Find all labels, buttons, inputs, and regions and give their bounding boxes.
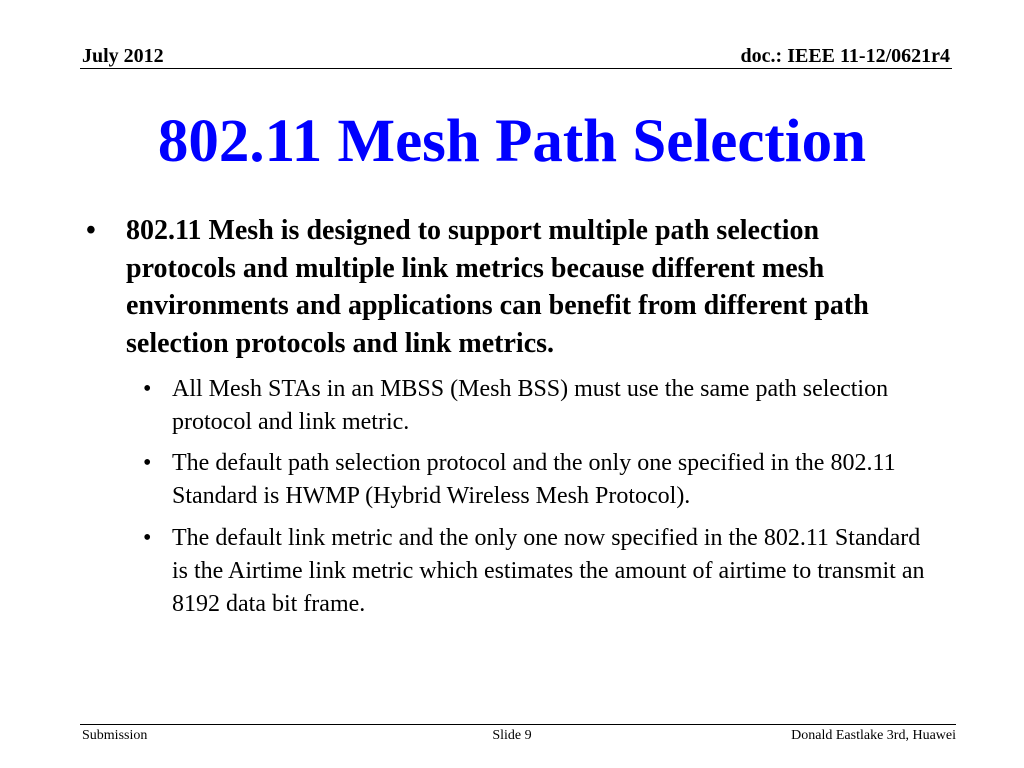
footer-submission: Submission xyxy=(82,728,148,743)
sub-bullet xyxy=(143,447,933,513)
sub-bullet-text: The default path selection protocol and the only one specified in the 802.11 Standard is HWMP (Hybrid Wireless Mesh Protocol). xyxy=(172,450,896,509)
bullet-icon: • xyxy=(143,525,152,551)
sub-bullet xyxy=(143,522,933,621)
footer-slide-number: Slide 9 xyxy=(492,728,532,743)
footer-divider xyxy=(80,724,956,725)
bullet-icon: • xyxy=(143,450,152,476)
header-doc-id: doc.: IEEE 11-12/0621r4 xyxy=(740,45,950,67)
main-bullet-text: 802.11 Mesh is designed to support multiple path selection protocols and multiple link metrics because different mesh environments and applications can benefit from different path selection protocols and link metrics. xyxy=(126,215,869,359)
bullet-icon: • xyxy=(86,215,96,246)
footer-author: Donald Eastlake 3rd, Huawei xyxy=(791,728,956,743)
sub-bullet-text: All Mesh STAs in an MBSS (Mesh BSS) must use the same path selection protocol and link metric. xyxy=(172,376,889,435)
sub-bullet-text: The default link metric and the only one now specified in the 802.11 Standard is the Airtime link metric which estimates the amount of airtime to transmit an 8192 data bit frame. xyxy=(172,525,925,617)
header-date: July 2012 xyxy=(82,45,164,67)
slide-title: 802.11 Mesh Path Selection xyxy=(157,108,867,175)
header-divider xyxy=(80,68,952,69)
bullet-icon: • xyxy=(143,376,152,402)
main-bullet xyxy=(86,212,926,362)
sub-bullet xyxy=(143,373,933,439)
